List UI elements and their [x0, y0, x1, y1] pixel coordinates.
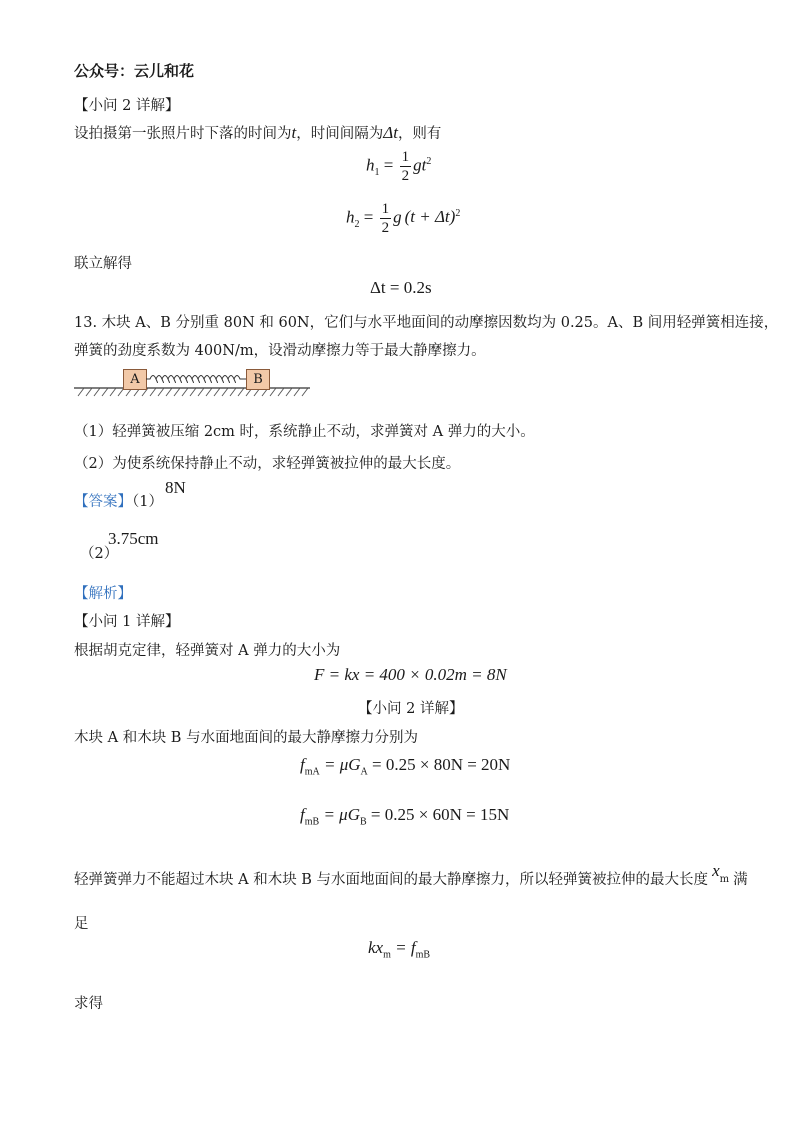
eq1-lhs-sub: 1: [374, 166, 380, 178]
eqA-sub: mA: [304, 766, 320, 778]
eqA-f: f: [300, 755, 305, 774]
eq2-sup: 2: [455, 207, 461, 219]
equation-h1: [366, 148, 431, 185]
block-b: B: [246, 369, 270, 390]
problem-line-2: 弹簧的劲度系数为 400N/m，设滑动摩擦力等于最大静摩擦力。: [74, 343, 486, 359]
para1-var-x: x: [712, 861, 720, 880]
eqB-f: f: [300, 805, 305, 824]
eq1-rhs: gt: [413, 155, 427, 175]
intro-var-t: t: [291, 123, 297, 142]
eq2-paren: (t + Δt): [404, 207, 456, 227]
eqB-rest: = 0.25 × 60N = 15N: [366, 805, 510, 824]
equation-fmB: [300, 805, 509, 827]
spring: [146, 371, 246, 387]
analysis-label: 【解析】: [74, 586, 132, 602]
eq1-fraction: [400, 148, 412, 185]
intro-mid: ，时间间隔为: [296, 126, 384, 142]
answer-value-2: 3.75cm: [108, 529, 159, 548]
intro-text: 设拍摄第一张照片时下落的时间为: [74, 126, 292, 142]
eq1-lhs: h: [366, 155, 375, 175]
eq2-fraction: [380, 200, 392, 237]
eq1-eq: =: [383, 155, 394, 175]
eq2-lhs-sub: 2: [354, 218, 360, 230]
answer-num-1: （1）: [132, 494, 163, 510]
eq2-den: 2: [381, 220, 390, 236]
eq2-lhs: h: [346, 207, 355, 227]
question-1: （1）轻弹簧被压缩 2cm 时，系统静止不动，求弹簧对 A 弹力的大小。: [74, 424, 535, 440]
para1-text: 轻弹簧弹力不能超过木块 A 和木块 B 与水面地面间的最大静摩擦力，所以轻弹簧被拉伸的最大长度: [74, 872, 709, 888]
eq1-rhs-sup: 2: [426, 155, 432, 167]
eqK-eq: = f: [390, 938, 416, 957]
problem-line-1: 13. 木块 A、B 分别重 80N 和 60N，它们与水平地面间的动摩擦因数均为 0.25。A、B 间用轻弹簧相连接，: [74, 315, 779, 331]
eq2-num: 1: [381, 201, 390, 217]
header-text: 公众号：云儿和花: [74, 62, 195, 80]
eqA-mid: = μG: [319, 755, 361, 774]
analysis-sub2-title: 【小问 2 详解】: [358, 701, 464, 717]
answer-label: 【答案】: [74, 494, 132, 510]
eqB-sub: mB: [304, 816, 320, 828]
eqK-lhs: kx: [368, 938, 384, 957]
intro-end: ，则有: [397, 126, 442, 142]
eqA-gsub: A: [360, 766, 368, 778]
intro-delta-t: Δt: [383, 123, 398, 142]
analysis-paragraph-2: 足: [74, 916, 89, 932]
question-2: （2）为使系统保持静止不动，求轻弹簧被拉伸的最大长度。: [74, 456, 461, 472]
para1-var-sub: m: [719, 873, 730, 885]
answer-value-1: 8N: [165, 478, 186, 497]
analysis-sub2-text: 木块 A 和木块 B 与水面地面间的最大静摩擦力分别为: [74, 730, 419, 746]
joint-solve-text: 联立解得: [74, 256, 132, 272]
eq2-eq: =: [363, 207, 374, 227]
analysis-paragraph-1: [74, 861, 748, 891]
answer-line-1: [74, 490, 163, 511]
eq1-den: 2: [401, 168, 410, 184]
final-text: 求得: [74, 996, 103, 1012]
equation-kxm: [368, 938, 430, 960]
analysis-sub1-text: 根据胡克定律，轻弹簧对 A 弹力的大小为: [74, 643, 341, 659]
equation-delta-t: Δt = 0.2s: [370, 278, 432, 297]
eqB-gsub: B: [359, 816, 367, 828]
answer-num-2: （2）: [80, 546, 119, 562]
eqK-rhs-sub: mB: [415, 949, 431, 961]
block-a: A: [123, 369, 147, 390]
equation-hooke: F = kx = 400 × 0.02m = 8N: [314, 665, 507, 684]
eq1-num: 1: [401, 149, 410, 165]
eqA-rest: = 0.25 × 80N = 20N: [367, 755, 511, 774]
section-title-sub2-prev: 【小问 2 详解】: [74, 98, 180, 114]
para1-end: 满: [733, 872, 748, 888]
equation-h2: [346, 200, 460, 237]
eqB-mid: = μG: [319, 805, 360, 824]
eq2-g: g: [393, 207, 402, 227]
equation-fmA: [300, 755, 510, 777]
analysis-sub1-title: 【小问 1 详解】: [74, 614, 180, 630]
eqK-lhs-sub: m: [383, 949, 391, 961]
intro-line: [74, 122, 441, 143]
